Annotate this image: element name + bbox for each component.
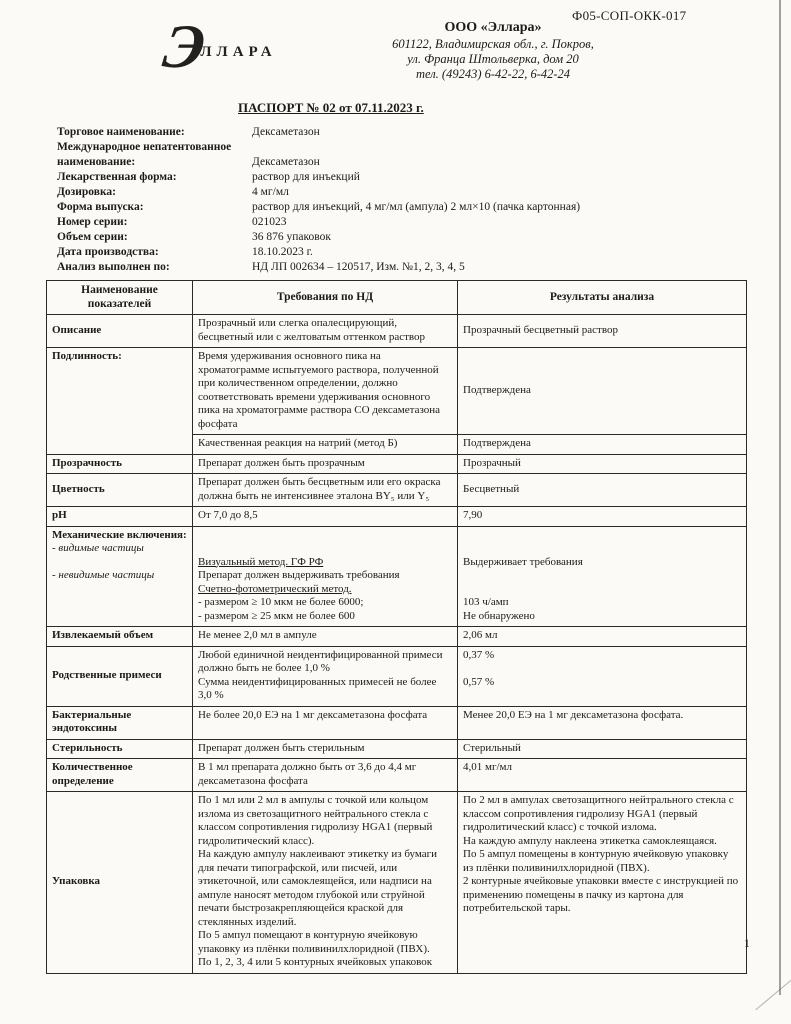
cell-result <box>458 435 747 455</box>
cell-result <box>458 454 747 474</box>
cell-nd <box>193 792 458 974</box>
cell-text: По 5 ампул помещены в контурную ячейковую упаковку из плёнки поливинилхлоридной (ПВХ). <box>463 848 729 874</box>
table-row <box>47 646 747 706</box>
field-value: 021023 <box>252 216 287 228</box>
cell-text: Цветность <box>52 482 105 495</box>
cell-name <box>47 315 193 348</box>
cell-nd <box>193 348 458 435</box>
col-header-results: Результаты анализа <box>458 281 747 315</box>
table-row <box>47 759 747 792</box>
cell-text: Родственные примеси <box>52 668 162 681</box>
cell-name <box>47 526 193 627</box>
field-label: Торговое наименование: <box>57 126 185 138</box>
cell-text <box>463 542 741 556</box>
cell-nd <box>193 759 458 792</box>
cell-text: Качественная реакция на натрий (метод Б) <box>198 437 398 449</box>
cell-text: Любой единичной неидентифицированной примеси должно быть не более 1,0 % <box>198 648 443 674</box>
cell-nd <box>193 526 458 627</box>
table-row <box>47 627 747 647</box>
cell-text <box>463 662 741 676</box>
cell-text: Не обнаружено <box>463 609 535 622</box>
cell-text: Стерильность <box>52 741 123 754</box>
field-value: НД ЛП 002634 – 120517, Изм. №1, 2, 3, 4, 5 <box>252 261 465 273</box>
cell-text: Бесцветный <box>463 482 520 495</box>
field-value: 4 мг/мл <box>252 186 289 198</box>
cell-text: По 5 ампул помещают в контурную ячейковую упаковку из плёнки поливинилхлоридной (ПВХ). <box>198 929 430 955</box>
cell-nd <box>193 315 458 348</box>
field-value: Дексаметазон <box>252 126 320 138</box>
cell-name <box>47 706 193 739</box>
cell-text: На каждую ампулу наклеена этикетка самоклеящаяся. <box>463 834 717 847</box>
cell-text: Препарат должен быть бесцветным или его окраска должна быть не интенсивнее эталона BY₅ или Y₅ <box>198 476 441 502</box>
cell-result <box>458 315 747 348</box>
cell-text: Подтверждена <box>463 383 531 396</box>
logo-text: ЛЛАРА <box>200 44 277 60</box>
cell-text: Подтверждена <box>463 437 531 449</box>
fields-list <box>57 125 791 275</box>
doc-code: Ф05-СОП-ОКК-017 <box>572 8 687 23</box>
cell-text: В 1 мл препарата должно быть от 3,6 до 4,4 мг дексаметазона фосфата <box>198 761 417 787</box>
document-title: ПАСПОРТ № 02 от 07.11.2023 г. <box>238 100 424 115</box>
cell-text: Прозрачный <box>463 456 521 469</box>
cell-text: Механические включения: <box>52 528 187 541</box>
cell-nd <box>193 474 458 507</box>
company-name: ООО «Эллара» <box>444 20 542 35</box>
cell-result <box>458 739 747 759</box>
field-value: 36 876 упаковок <box>252 231 331 243</box>
cell-text: Упаковка <box>52 875 101 887</box>
cell-result <box>458 627 747 647</box>
cell-text: Менее 20,0 ЕЭ на 1 мг дексаметазона фосфата. <box>463 708 684 721</box>
field-value: 18.10.2023 г. <box>252 246 313 258</box>
logo-letter: Э <box>159 13 210 81</box>
cell-result <box>458 526 747 627</box>
cell-text: Подлинность: <box>52 350 122 362</box>
analysis-table-body <box>47 315 747 974</box>
cell-result <box>458 759 747 792</box>
table-header-row <box>47 281 747 315</box>
col-header-parameter: Наименование показателей <box>47 281 193 315</box>
cell-nd <box>193 646 458 706</box>
cell-name <box>47 792 193 974</box>
cell-text <box>52 556 187 570</box>
cell-text <box>463 583 741 597</box>
cell-name <box>47 507 193 527</box>
cell-nd <box>193 739 458 759</box>
field-row <box>57 185 791 200</box>
cell-text: Стерильный <box>463 741 521 754</box>
cell-name <box>47 348 193 455</box>
field-value: раствор для инъекций <box>252 171 360 183</box>
cell-text <box>198 542 452 556</box>
field-label: Дата производства: <box>57 246 159 258</box>
page-number: 1 <box>744 938 750 950</box>
cell-text: На каждую ампулу наклеивают этикетку из бумаги для печати типографской, или писчей, или этикеточной, или самоклеящейся, или надписи на ампуле наносят методом глубокой или струйной печати быстрозакрепляющейся краской для стеклянных изделий. <box>198 848 438 928</box>
field-label: Анализ выполнен по: <box>57 261 170 273</box>
field-row <box>57 200 791 215</box>
cell-nd <box>193 435 458 455</box>
field-row <box>57 215 791 230</box>
cell-text: Извлекаемый объем <box>52 629 154 641</box>
field-row <box>57 260 791 275</box>
analysis-table <box>46 280 747 974</box>
cell-text: Препарат должен выдерживать требования <box>198 569 400 581</box>
cell-text <box>463 529 741 543</box>
cell-text: Описание <box>52 323 102 336</box>
cell-text: Счетно-фотометрический метод. <box>198 582 352 595</box>
cell-text: По 1 мл или 2 мл в ампулы с точкой или кольцом излома из светозащитного нейтрального стекла с классом сопротивления гидролизу HGA1 (первый гидролитический класс). <box>198 794 433 847</box>
cell-text: Препарат должен быть прозрачным <box>198 456 365 469</box>
company-address-line-2: ул. Франца Штольверка, дом 20 <box>407 52 579 66</box>
cell-text: 0,57 % <box>463 675 495 688</box>
cell-name <box>47 627 193 647</box>
cell-text: Сумма неидентифицированных примесей не более 3,0 % <box>198 675 437 701</box>
cell-result <box>458 474 747 507</box>
cell-text <box>463 569 741 583</box>
table-row <box>47 454 747 474</box>
scan-edge-line <box>779 0 781 995</box>
table-row <box>47 315 747 348</box>
cell-text: 4,01 мг/мл <box>463 761 512 773</box>
cell-nd <box>193 627 458 647</box>
cell-text: - размером ≥ 10 мкм не более 6000; <box>198 596 364 608</box>
cell-name <box>47 454 193 474</box>
field-value: раствор для инъекций, 4 мг/мл (ампула) 2 мл×10 (пачка картонная) <box>252 201 581 213</box>
cell-text: 2,06 мл <box>463 629 498 641</box>
cell-result <box>458 792 747 974</box>
cell-text: Прозрачность <box>52 456 122 469</box>
cell-text: 7,90 <box>463 509 483 521</box>
cell-nd <box>193 507 458 527</box>
cell-text: По 2 мл в ампулах светозащитного нейтрального стекла с классом сопротивления гидролизу HGA1 (первый гидролитический класс) с точкой излома. <box>463 794 734 833</box>
cell-text: Время удерживания основного пика на хроматограмме испытуемого раствора, полученной при количественном определении, должно соответствовать времени удерживания основного пика на хроматограмме раствора СО дексаметазона фосфата <box>198 350 441 430</box>
field-row <box>57 125 791 140</box>
field-label: Номер серии: <box>57 216 128 228</box>
scan-corner-fold <box>755 979 791 1011</box>
cell-text: 0,37 % <box>463 648 495 661</box>
cell-text: Визуальный метод. ГФ РФ <box>198 555 324 568</box>
field-row <box>57 245 791 260</box>
company-phone: тел. (49243) 6-42-22, 6-42-24 <box>415 67 571 81</box>
field-row <box>57 170 791 185</box>
cell-text: 103 ч/амп <box>463 596 509 608</box>
cell-text: Не более 20,0 ЕЭ на 1 мг дексаметазона фосфата <box>198 708 428 721</box>
cell-text: Прозрачный бесцветный раствор <box>463 323 618 336</box>
field-label: Форма выпуска: <box>57 201 144 213</box>
cell-result <box>458 507 747 527</box>
cell-name <box>47 474 193 507</box>
field-label: Лекарственная форма: <box>57 171 177 183</box>
field-row <box>57 230 791 245</box>
cell-name <box>47 759 193 792</box>
cell-text: Прозрачный или слегка опалесцирующий, бесцветный или с желтоватым оттенком раствор <box>198 317 426 343</box>
cell-text <box>198 529 452 543</box>
field-label: Дозировка: <box>57 186 117 198</box>
cell-text: По 1, 2, 3, 4 или 5 контурных ячейковых упаковок <box>198 956 433 968</box>
cell-text: Выдерживает требования <box>463 555 583 568</box>
field-value: Дексаметазон <box>252 156 320 168</box>
company-address-line-1: 601122, Владимирская обл., г. Покров, <box>392 37 594 51</box>
cell-text: Препарат должен быть стерильным <box>198 741 365 754</box>
field-label: Объем серии: <box>57 231 128 243</box>
table-row <box>47 706 747 739</box>
cell-nd <box>193 454 458 474</box>
field-row <box>57 140 791 170</box>
table-row <box>47 474 747 507</box>
cell-result <box>458 706 747 739</box>
table-row <box>47 739 747 759</box>
table-row <box>47 526 747 627</box>
table-row <box>47 507 747 527</box>
cell-nd <box>193 706 458 739</box>
cell-text: 2 контурные ячейковые упаковки вместе с инструкцией по применению помещены в пачку из картона для потребительской тары. <box>463 875 739 914</box>
col-header-requirements: Требования по НД <box>193 281 458 315</box>
cell-text: От 7,0 до 8,5 <box>198 509 258 521</box>
cell-text: - видимые частицы <box>52 542 144 554</box>
cell-text: - невидимые частицы <box>52 569 155 581</box>
cell-text: - размером ≥ 25 мкм не более 600 <box>198 609 355 622</box>
cell-name <box>47 646 193 706</box>
cell-text: pH <box>52 509 67 521</box>
company-block <box>338 20 648 82</box>
cell-name <box>47 739 193 759</box>
ellara-logo <box>159 13 277 81</box>
field-label: Международное непатентованное наименование: <box>57 141 232 168</box>
cell-result <box>458 348 747 435</box>
cell-result <box>458 646 747 706</box>
table-row <box>47 348 747 435</box>
table-row <box>47 792 747 974</box>
cell-text: Бактериальные эндотоксины <box>52 708 132 734</box>
cell-text: Не менее 2,0 мл в ампуле <box>198 629 317 641</box>
cell-text: Количественное определение <box>52 761 133 787</box>
